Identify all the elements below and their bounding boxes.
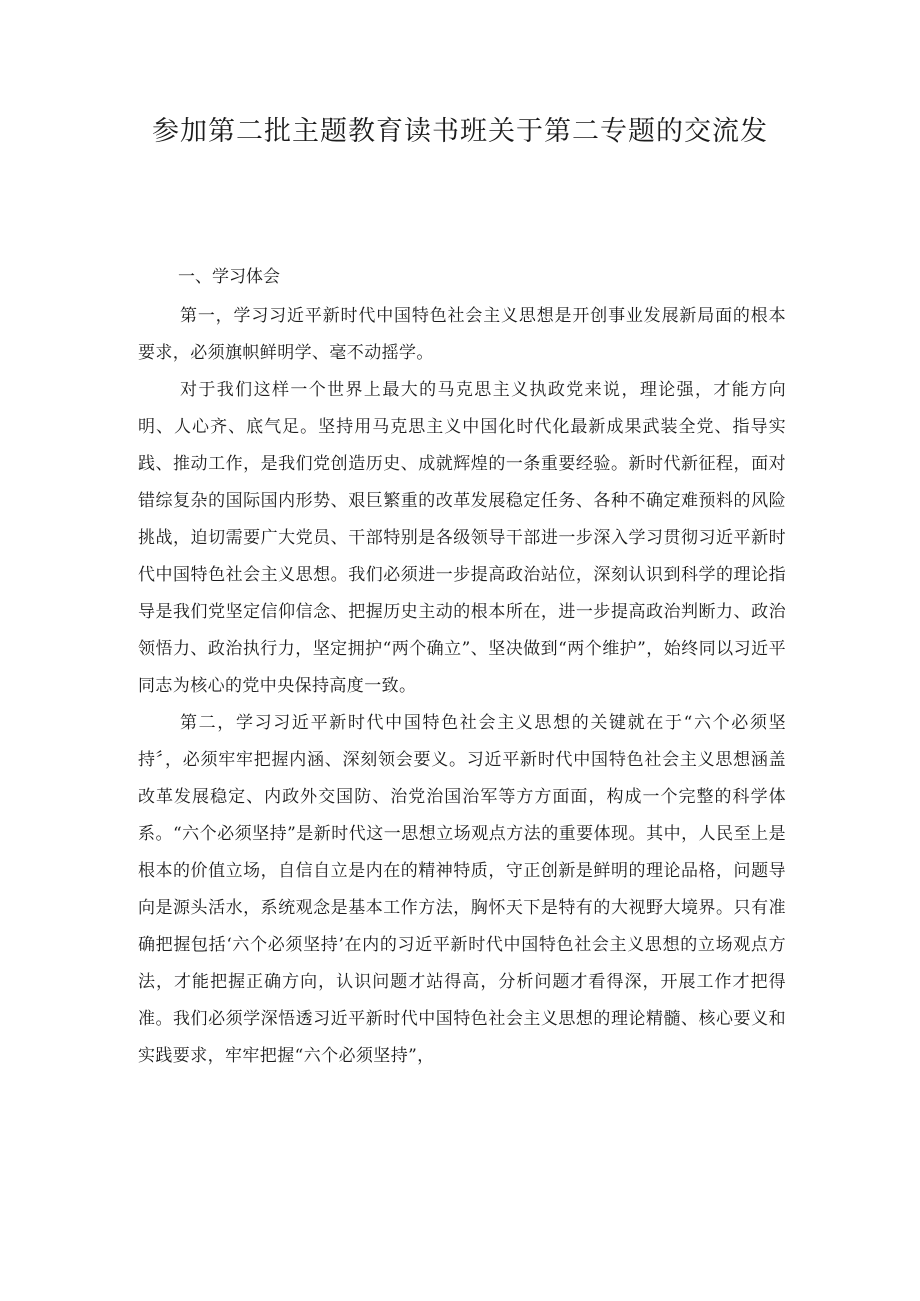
paragraph-first-point: 第一，学习习近平新时代中国特色社会主义思想是开创事业发展新局面的根本要求，必须旗帜鲜明学、毫不动摇学。 [138,306,786,363]
document-body [138,262,786,1075]
paragraph-theory-strength: 对于我们这样一个世界上最大的马克思主义执政党来说，理论强，才能方向明、人心齐、底气足。坚持用马克思主义中国化时代化最新成果武装全党、指导实践、推动工作，是我们党创造历史、成就辉煌的一条重要经验。新时代新征程，面对错综复杂的国际国内形势、艰巨繁重的改革发展稳定任务、各种不确定难预料的风险挑战，迫切需要广大党员、干部特别是各级领导干部进一步深入学习贯彻习近平新时代中国特色社会主义思想。我们必须进一步提高政治站位，深刻认识到科学的理论指导是我们党坚定信仰信念、把握历史主动的根本所在，进一步提高政治判断力、政治领悟力、政治执行力，坚定拥护“两个确立”、坚决做到“两个维护”，始终同以习近平同志为核心的党中央保持高度一致。 [138,380,786,696]
document-title: 参加第二批主题教育读书班关于第二专题的交流发 [152,116,768,147]
section-heading: 一、学习体会 [178,267,280,287]
paragraph-second-point: 第二，学习习近平新时代中国特色社会主义思想的关键就在于“六个必须坚持〞，必须牢牢把握内涵、深刻领会要义。习近平新时代中国特色社会主义思想涵盖改革发展稳定、内政外交国防、治党治国治军等方方面面，构成一个完整的科学体系。“六个必须坚持”是新时代这一思想立场观点方法的重要体现。其中，人民至上是根本的价值立场，自信自立是内在的精神特质，守正创新是鲜明的理论品格，问题导向是源头活水，系统观念是基本工作方法，胸怀天下是特有的大视野大境界。只有准确把握包括‘六个必须坚持’在内的习近平新时代中国特色社会主义思想的立场观点方法，才能把握正确方向，认识问题才站得高，分析问题才看得深，开展工作才把得准。我们必须学深悟透习近平新时代中国特色社会主义思想的理论精髓、核心要义和实践要求，牢牢把握“六个必须坚持”， [138,713,786,1066]
